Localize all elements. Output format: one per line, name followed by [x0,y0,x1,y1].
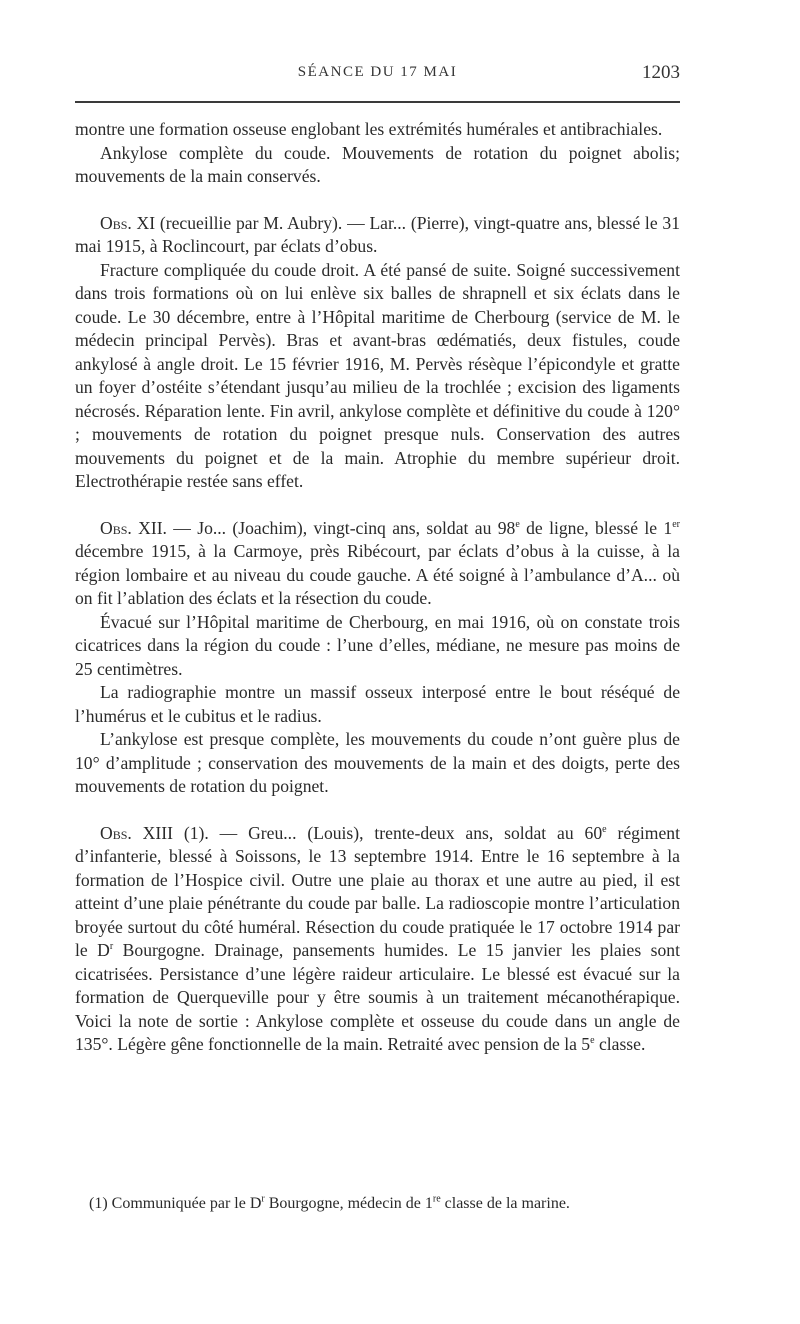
obs-13-text-c: Bourgogne. Drainage, pansements humides. Le 15 janvier les plaies sont cicatrisées. Persistance d’une légère raideur articulaire. Le blessé est évacué sur la formation de Querqueville pour y être soumis à un traitement mécanothérapique. Voici la note de sortie : Ankylose complète et osseuse du coude dans un angle de 135°. Légère gêne fonctionnelle de la main. Retraité avec pension de la 5 [75,940,680,1054]
footnote-sup-2: re [432,1193,441,1205]
obs-11-text: (recueillie par M. Aubry). — Lar... (Pierre), vingt-quatre ans, blessé le 31 mai 1915, à Roclincourt, par éclats d’obus. [75,212,680,256]
paragraph-obs-12-radiographie: La radiographie montre un massif osseux interposé entre le bout réséqué de l’humérus et le cubitus et le radius. [75,682,680,726]
obs-13-sup-1: e [602,823,607,835]
footnote-sup-1: r [261,1193,265,1205]
obs-12-text-a: — Jo... (Joachim), vingt-cinq ans, soldat au 98 [166,517,516,538]
obs-12-label: Obs. XII. [100,517,167,538]
obs-12-text-c: décembre 1915, à la Carmoye, près Ribécourt, par éclats d’obus à la cuisse, à la région lombaire et au niveau du coude gauche. A été soigné à l’ambulance d’A... où on fit l’ablation des éclats et la résection du coude. [75,541,680,608]
footnote [75,1193,680,1215]
obs-13-sup-2: r [109,941,114,953]
paragraph-obs-11 [75,212,680,259]
header-rule [75,101,680,103]
obs-12-text-b: de ligne, blessé le 1 [519,517,673,538]
paragraph-obs-12-ankylose: L’ankylose est presque complète, les mouvements du coude n’ont guère plus de 10° d’amplitude ; conservation des mouvements de la main et des doigts, perte des mouvements de rotation du poignet. [75,729,680,796]
paragraph-continuation: montre une formation osseuse englobant les extrémités humérales et antibrachiales. [75,119,663,139]
obs-11-label: Obs. XI [100,212,156,233]
obs-13-sup-3: e [590,1035,595,1047]
running-head: SÉANCE DU 17 MAI [297,64,458,80]
paragraph-ankylose: Ankylose complète du coude. Mouvements de rotation du poignet abolis; mouvements de la main conservés. [75,142,680,186]
obs-12-sup-2: er [672,518,680,530]
paragraph-obs-11-details: Fracture compliquée du coude droit. A été pansé de suite. Soigné successivement dans trois formations où on lui enlève six balles de shrapnell et six éclats dans le coude. Le 30 décembre, entre à l’Hôpital maritime de Cherbourg (service de M. le médecin principal Pervès). Bras et avant-bras œdématiés, deux fistules, coude ankylosé à angle droit. Le 15 février 1916, M. Pervès résèque l’épicondyle et gratte un foyer d’ostéite s’étendant jusqu’au milieu de la trochlée ; excision des ligaments nécrosés. Réparation lente. Fin avril, ankylose complète et définitive du coude à 120° ; mouvements de rotation du poignet presque nuls. Conservation des autres mouvements du poignet et de la main. Atrophie du membre supérieur droit. Electrothérapie restée sans effet. [75,259,680,491]
footnote-text-a: (1) Communiquée par le D [89,1195,262,1212]
footnote-text-c: classe de la marine. [440,1195,570,1212]
footnote-text-b: Bourgogne, médecin de 1 [264,1195,433,1212]
obs-13-text-a: (1). — Greu... (Louis), trente-deux ans, soldat au 60 [172,822,603,843]
paragraph-obs-13 [75,822,680,1057]
paragraph-obs-12 [75,517,680,611]
paragraph-obs-12-evacuation: Évacué sur l’Hôpital maritime de Cherbourg, en mai 1916, où on constate trois cicatrices dans la région du coude : l’une d’elles, médiane, ne mesure pas moins de 25 centimètres. [75,611,680,679]
obs-13-label: Obs. XIII [100,822,173,843]
page-header [75,62,680,90]
obs-13-text-b: régiment d’infanterie, blessé à Soissons, le 13 septembre 1914. Entre le 16 septembre à la formation de l’Hospice civil. Outre une plaie au thorax et une autre au pied, il est atteint d’une plaie pénétrante du coude par balle. La radioscopie montre l’articulation broyée surtout du côté huméral. Résection du coude pratiquée le 17 octobre 1914 par le D [75,822,680,960]
page-number: 1203 [642,62,680,83]
body-text [75,118,680,1057]
obs-13-text-d: classe. [594,1034,646,1054]
obs-12-sup-1: e [515,518,520,530]
